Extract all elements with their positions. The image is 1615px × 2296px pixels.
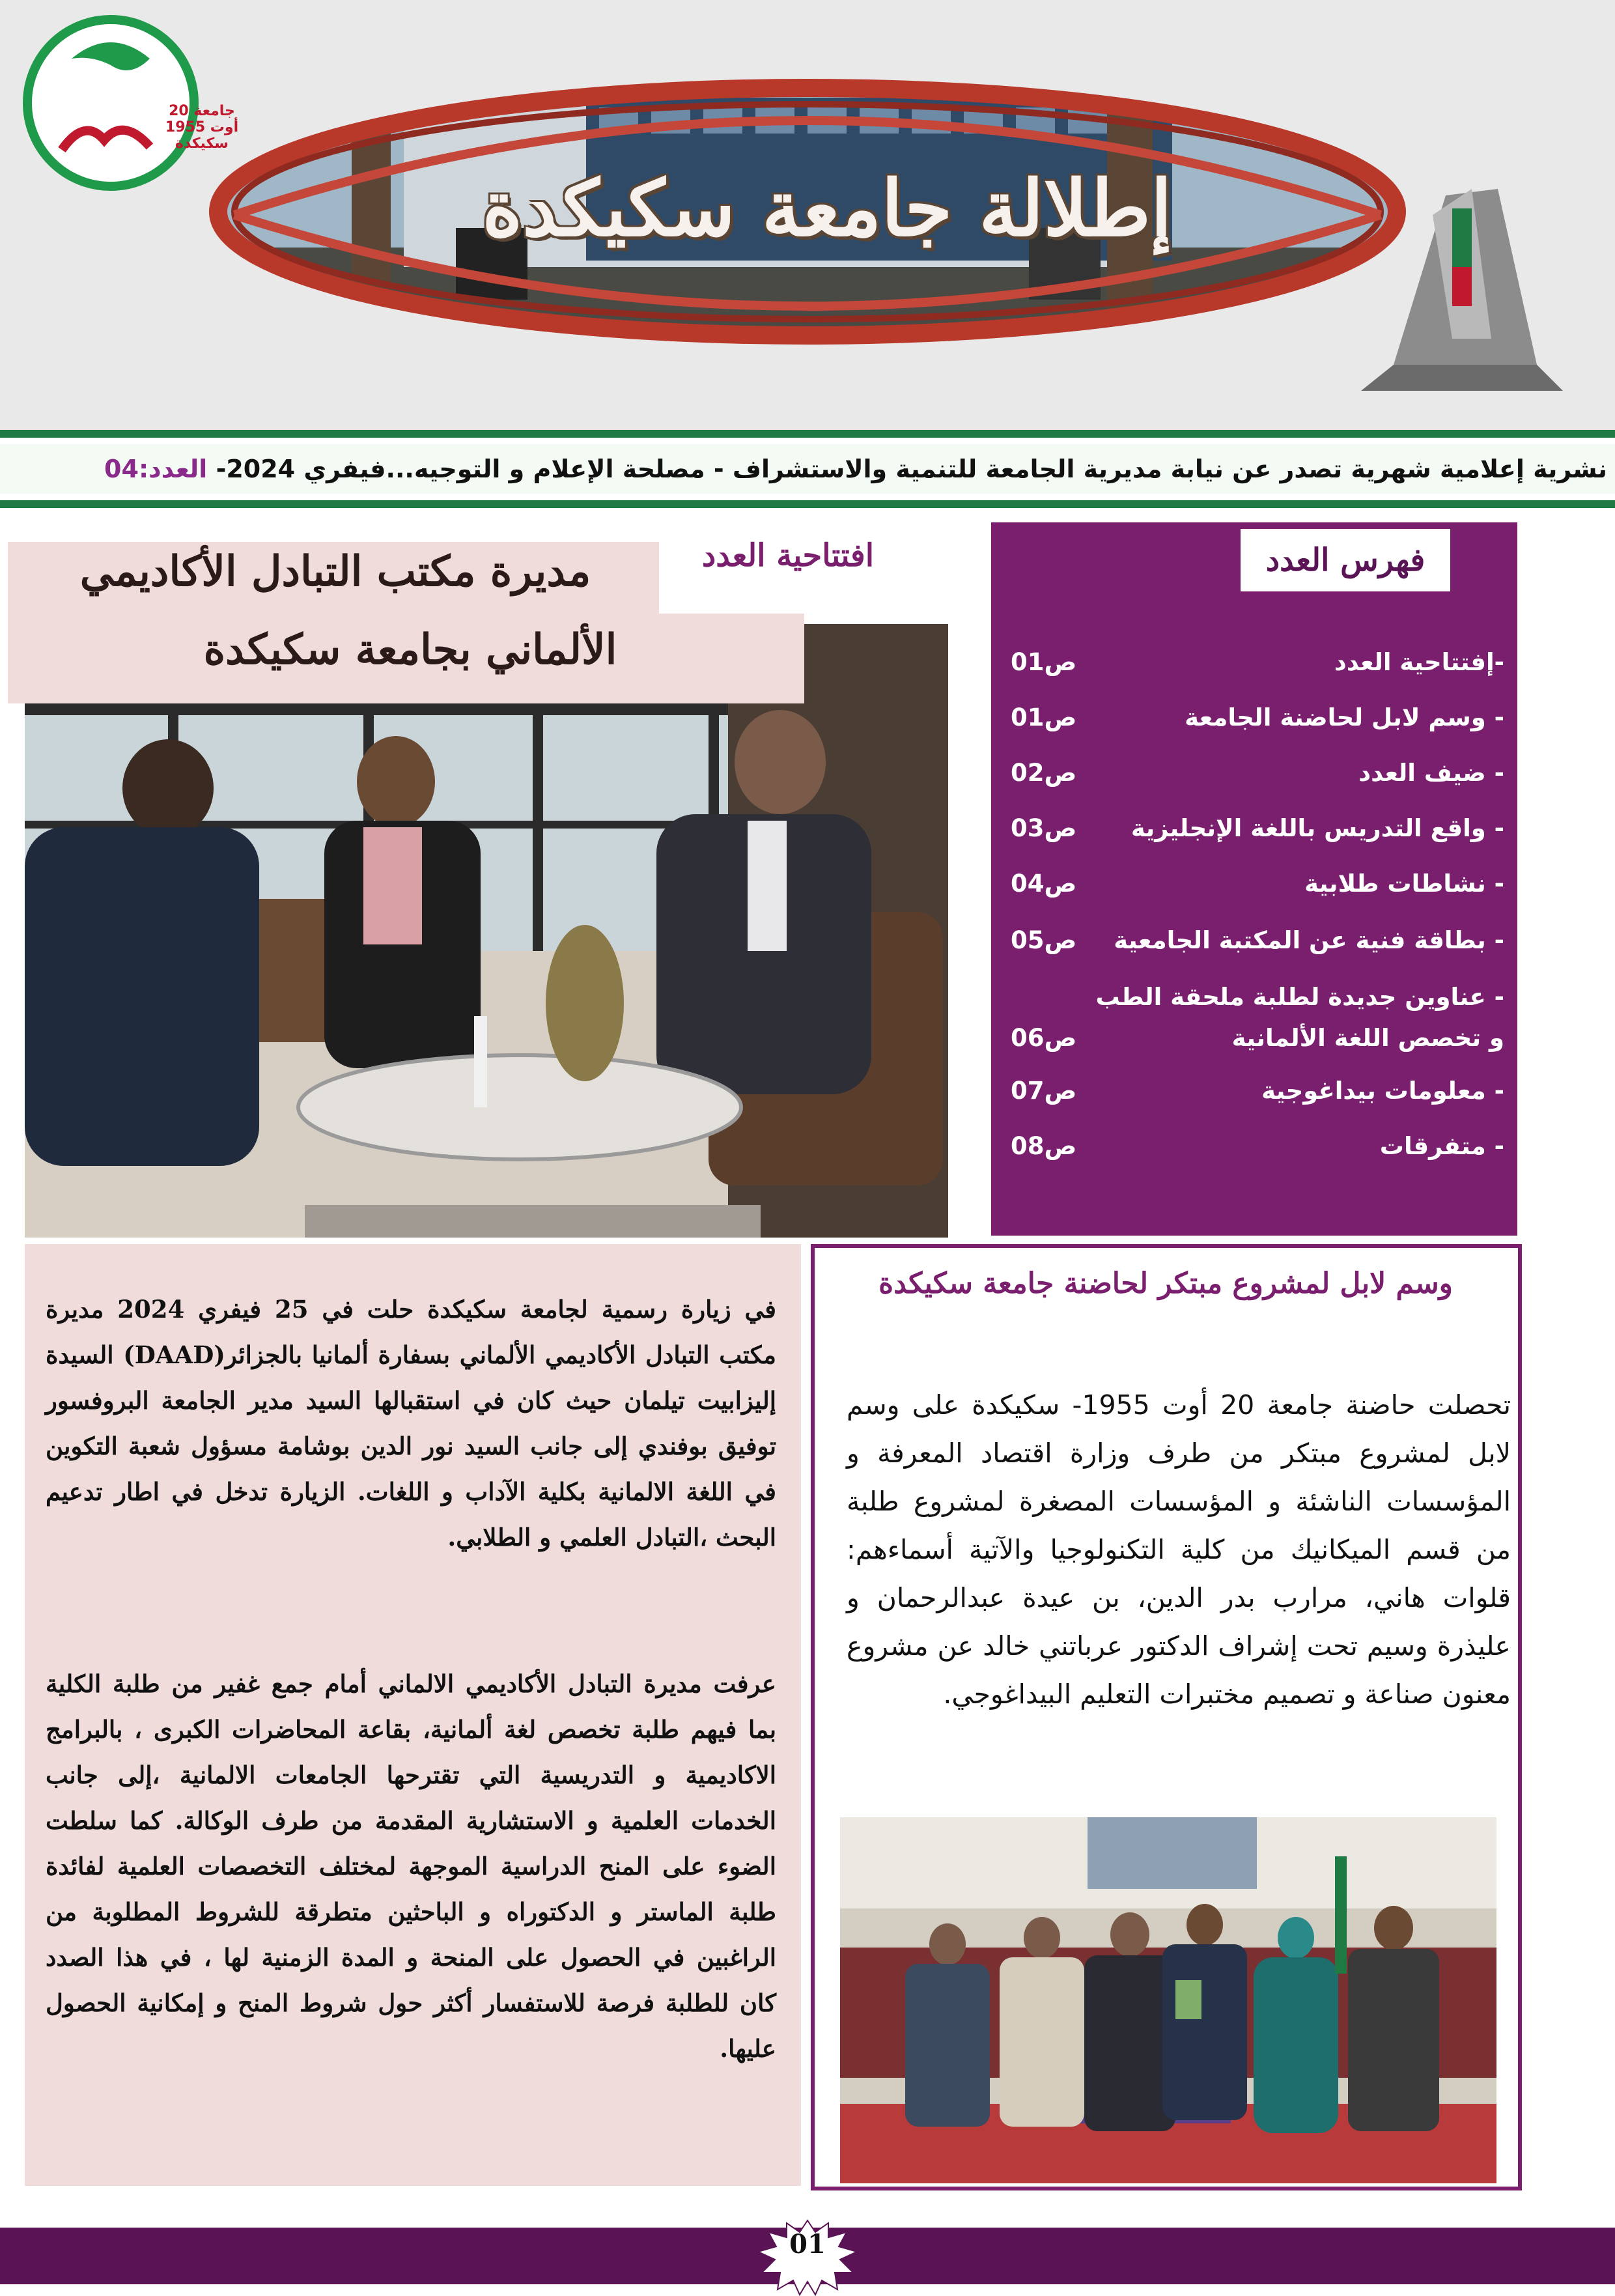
subtitle-banner: [0, 430, 1615, 508]
toc-item-label: - نشاطات طلابية: [1304, 870, 1504, 898]
toc-item-page: ص02: [1011, 759, 1077, 787]
headline-line-1: مديرة مكتب التبادل الأكاديمي: [79, 547, 591, 596]
toc-item-page: ص06: [1011, 1024, 1077, 1052]
toc-item-label: و تخصص اللغة الألمانية: [1231, 1024, 1504, 1052]
toc-item-label: - معلومات بيداغوجية: [1261, 1077, 1504, 1105]
toc-item-label: - واقع التدريس باللغة الإنجليزية: [1130, 814, 1504, 842]
toc-item-label: - بطاقة فنية عن المكتبة الجامعية: [1114, 926, 1504, 954]
toc-item-page: ص04: [1011, 870, 1077, 898]
toc-item-page: ص05: [1011, 926, 1077, 954]
issue-number: العدد:04: [104, 455, 208, 483]
label-article-paragraph: تحصلت حاضنة جامعة 20 أوت 1955- سكيكدة على وسم لابل لمشروع مبتكر من طرف وزارة اقتصاد المعرفة و المؤسسات الناشئة و المؤسسات المصغرة لمشروع طلبة من قسم الميكانيك من كلية التكنولوجيا والآتية أسماءهم: قلوات هاني، مرارب بدر الدين، بن عيدة عبدالرحمان و عليذرة وسيم تحت إشراف الدكتور عرباتني خالد عن مشروع معنون صناعة و تصميم مختبرات التعليم البيداغوجي.: [847, 1389, 1511, 1710]
editorial-paragraph-1: في زيارة رسمية لجامعة سكيكدة حلت في 25 فيفري 2024 مديرة مكتب التبادل الأكاديمي الألماني بسفارة ألمانيا بالجزائر(DAAD) السيدة إليزابيت تيلمان حيث كان في استقبالها السيد مدير الجامعة البروفسور توفيق بوفندي إلى جانب السيد نور الدين بوشامة مسؤول شعبة التكوين في اللغة الالمانية بكلية الآداب و اللغات. الزيارة تدخل في اطار تدعيم البحث ،التبادل العلمي و الطلابي.: [46, 1295, 777, 1552]
toc-item-page: ص01: [1011, 648, 1077, 676]
group-photo-art: [840, 1817, 1496, 2183]
photo-corner: [804, 624, 948, 703]
logo-caption: جامعة 20 أوت 1955 سكيكدة: [165, 103, 239, 152]
toc-title: فهرس العدد: [1241, 529, 1450, 591]
headline-line-2: الألماني بجامعة سكيكدة: [203, 625, 617, 674]
editorial-paragraph-2: عرفت مديرة التبادل الأكاديمي الالماني أمام جمع غفير من طلبة الكلية بما فيهم طلبة تخصص لغة ألمانية، بقاعة المحاضرات الكبرى ، بالبرامج الاكاديمية و التدريسية التي تقترحها الجامعات الالمانية ،إلى جانب الخدمات العلمية و الاستشارية المقدمة من طرف الوكالة. كما سلطت الضوء على المنح الدراسية الموجهة لمختلف التخصصات العلمية لفائدة طلبة الماستر و الدكتوراه و الباحثين متطرقة للشروط المطلوبة من الراغبين في الحصول على المنحة و المدة الزمنية لها ، في هذا الصدد كان للطلبة فرصة للاستفسار أكثر حول شروط المنح و إمكانية الحصول عليها.: [46, 1669, 776, 2063]
editorial-tag: افتتاحية العدد: [701, 537, 875, 574]
toc-item-page: ص07: [1011, 1077, 1077, 1105]
toc-item-label: - ضيف العدد: [1358, 759, 1504, 787]
toc-item-label: - متفرقات: [1379, 1132, 1504, 1160]
toc-item-page: ص01: [1011, 703, 1077, 731]
page-number: 01: [789, 2229, 826, 2260]
toc-item-label: -إفتتاحية العدد: [1334, 648, 1504, 676]
banner-text: نشرية إعلامية شهرية تصدر عن نيابة مديرية الجامعة للتنمية والاستشراف - مصلحة الإعلام و التوجيه...فيفري 2024-: [216, 455, 1607, 483]
toc-item-label: - وسم لابل لحاضنة الجامعة: [1185, 703, 1504, 731]
toc-item-label: - عناوين جديدة لطلبة ملحقة الطب: [1095, 983, 1504, 1011]
meeting-photo-art: [25, 703, 948, 1238]
group-photo: [840, 1817, 1496, 2183]
label-article-title: وسم لابل لمشروع مبتكر لحاضنة جامعة سكيكدة: [878, 1267, 1453, 1300]
newsletter-title: إطلالة جامعة سكيكدة: [482, 163, 1172, 253]
toc-item-page: ص03: [1011, 814, 1077, 842]
banner-text-row: [0, 444, 1615, 494]
masthead: [0, 0, 1615, 430]
toc-item-page: ص08: [1011, 1132, 1077, 1160]
meeting-photo: [25, 703, 948, 1238]
